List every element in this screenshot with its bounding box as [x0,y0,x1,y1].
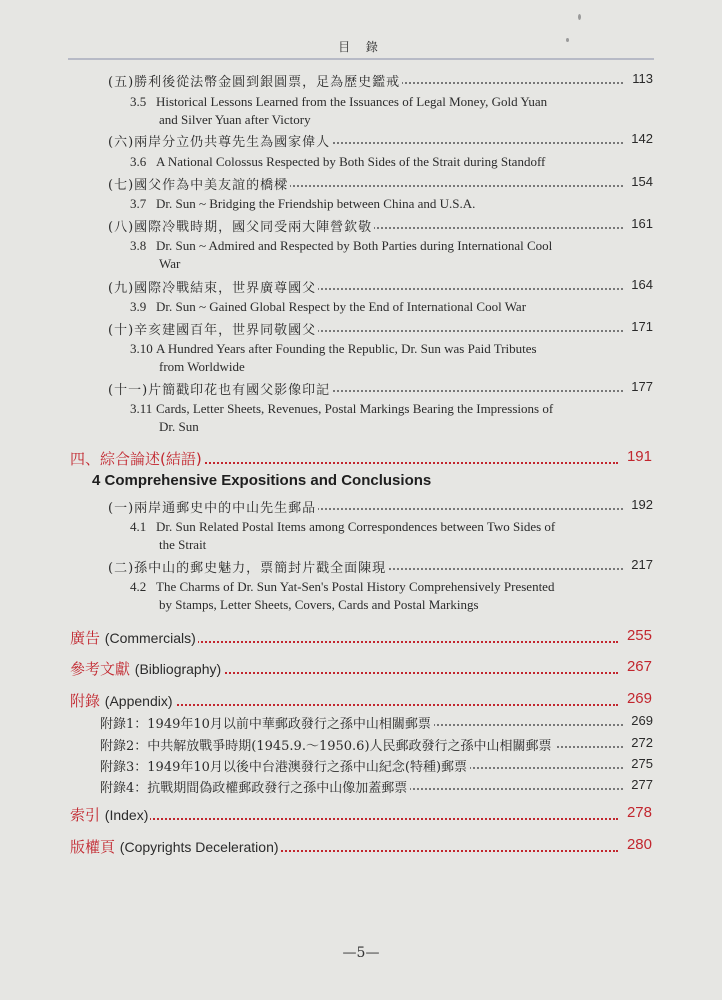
appendix-item[interactable] [100,756,653,774]
toc-entry-english [130,298,620,316]
english-line: A National Colossus Respected by Both Sides of the Strait during Standoff [156,154,546,169]
toc-entry-english [130,340,620,376]
toc-entry-title: (七)國父作為中美友誼的橋樑 [108,174,290,193]
toc-entry-title: (一)兩岸通郵史中的中山先生郵品 [108,497,318,516]
toc-entry-title: (五)勝利後從法幣金圓到銀圓票，足為歷史鑑戒 [108,71,402,90]
english-line: by Stamps, Letter Sheets, Covers, Cards and Postal Markings [159,597,479,612]
section-zh: 廣告 [70,629,101,647]
section-en: (Appendix) [104,693,173,709]
section-en: (Commercials) [104,630,196,646]
english-line: Dr. Sun ~ Bridging the Friendship between China and U.S.A. [156,196,476,211]
toc-entry[interactable] [108,174,653,192]
part-title: 四、綜合論述(結語) [70,450,202,468]
english-line: Dr. Sun ~ Gained Global Respect by the End of International Cool War [156,299,527,314]
section-en: (Bibliography) [134,661,222,677]
toc-page-number: 164 [631,277,653,292]
section-zh: 索引 [70,806,101,824]
english-line: from Worldwide [159,359,245,374]
appendix-item-label: 附錄4：抗戰期間偽政權郵政發行之孫中山像加蓋郵票 [100,777,410,796]
toc-page-number: 177 [631,379,653,394]
toc-page-number: 154 [631,174,653,189]
section-number: 3.8 [130,238,147,253]
toc-page-number: 171 [631,319,653,334]
toc-entry-title: (十一)片簡戳印花也有國父影像印記 [108,379,332,398]
toc-page-number: 191 [626,448,652,465]
appendix-item-label: 附錄1：1949年10月以前中華郵政發行之孫中山相關郵票 [100,713,434,732]
toc-page-number: 278 [626,804,652,821]
section-en: (Copyrights Deceleration) [119,839,279,855]
toc-page-number: 275 [631,756,653,771]
toc-appendix[interactable] [70,690,652,712]
english-line: the Strait [159,537,207,552]
toc-entry[interactable] [108,497,653,515]
toc-entry-title: (十)辛亥建國百年，世界同敬國父 [108,319,318,338]
english-line: War [159,256,181,271]
toc-entry[interactable] [108,216,653,234]
toc-entry-english [130,195,620,213]
toc-entry[interactable] [108,71,653,89]
header-title: 目 錄 [338,40,384,54]
toc-entry[interactable] [108,319,653,337]
toc-entry-title: (九)國際冷戰結束，世界廣尊國父 [108,277,318,296]
toc-entry[interactable] [108,379,653,397]
section-zh: 版權頁 [70,838,116,856]
section-number: 3.7 [130,196,147,211]
toc-entry-english [130,93,620,129]
toc-page-number: 267 [626,658,652,675]
section-zh: 參考文獻 [70,660,131,678]
toc-entry-english [130,400,620,436]
paper-speck [566,38,569,42]
toc-copyright[interactable] [70,836,652,858]
page-number: —5— [342,945,380,961]
dot-leader [70,818,618,820]
header-rule [68,58,654,60]
section-number: 4.1 [130,519,147,534]
english-line: Historical Lessons Learned from the Issuances of Legal Money, Gold Yuan [156,94,548,109]
toc-entry-english [130,237,620,273]
appendix-item[interactable] [100,713,653,731]
toc-page-number: 113 [632,71,653,86]
toc-commercials[interactable] [70,627,652,649]
english-line: The Charms of Dr. Sun Yat-Sen's Postal History Comprehensively Presented [156,579,555,594]
section-zh: 附錄 [70,692,101,710]
appendix-item[interactable] [100,735,653,753]
section-number: 3.11 [130,401,153,416]
toc-entry-title: (六)兩岸分立仍共尊先生為國家偉人 [108,131,332,150]
english-line: A Hundred Years after Founding the Republic, Dr. Sun was Paid Tributes [156,341,537,356]
toc-entry[interactable] [108,277,653,295]
toc-page-number: 272 [631,735,653,750]
toc-part-heading[interactable] [70,448,652,470]
english-line: Dr. Sun ~ Admired and Respected by Both Parties during International Cool [156,238,553,253]
appendix-item[interactable] [100,777,653,795]
part-title-english: 4 Comprehensive Expositions and Conclusions [92,472,432,489]
english-line: Dr. Sun [159,419,199,434]
section-en: (Index) [104,807,149,823]
toc-entry-english [130,578,620,614]
toc-entry-english [130,153,620,171]
paper-speck [578,14,581,20]
toc-bibliography[interactable] [70,658,652,680]
section-number: 3.5 [130,94,147,109]
toc-page-number: 280 [626,836,652,853]
english-line: Cards, Letter Sheets, Revenues, Postal Markings Bearing the Impressions of [156,401,554,416]
toc-page-number: 192 [631,497,653,512]
toc-entry-english [130,518,620,554]
section-number: 4.2 [130,579,147,594]
english-line: and Silver Yuan after Victory [159,112,311,127]
toc-entry[interactable] [108,557,653,575]
toc-page-number: 217 [631,557,653,572]
section-number: 3.10 [130,341,153,356]
toc-page-number: 142 [631,131,653,146]
english-line: Dr. Sun Related Postal Items among Correspondences between Two Sides of [156,519,556,534]
toc-page-number: 269 [626,690,652,707]
section-number: 3.6 [130,154,147,169]
toc-entry[interactable] [108,131,653,149]
toc-page-number: 277 [631,777,653,792]
toc-page-number: 255 [626,627,652,644]
toc-entry-title: (二)孫中山的郵史魅力，票簡封片戳全面陳現 [108,557,388,576]
toc-page-number: 269 [631,713,653,728]
appendix-item-label: 附錄3：1949年10月以後中台港澳發行之孫中山紀念(特種)郵票 [100,756,470,775]
appendix-item-label: 附錄2：中共解放戰爭時期(1945.9.～1950.6)人民郵政發行之孫中山相關郵票 [100,735,555,754]
toc-entry-title: (八)國際冷戰時期，國父同受兩大陣營欽敬 [108,216,374,235]
toc-page-number: 161 [631,216,653,231]
section-number: 3.9 [130,299,147,314]
toc-index[interactable] [70,804,652,826]
